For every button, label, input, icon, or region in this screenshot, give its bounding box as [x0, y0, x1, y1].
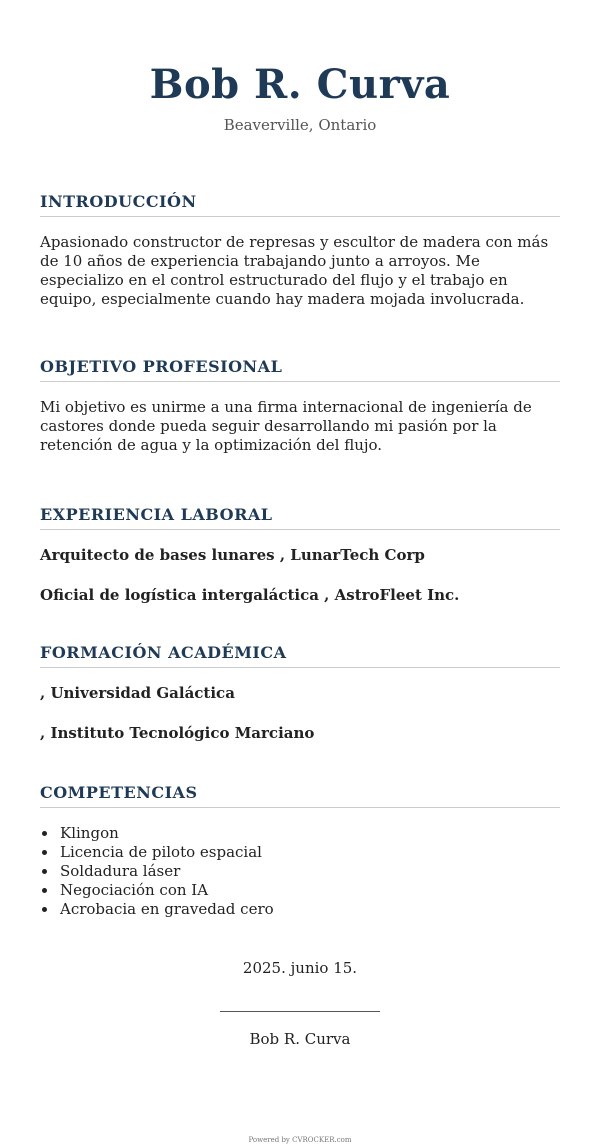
section-education — [40, 643, 560, 743]
section-objective — [40, 357, 560, 455]
section-title-experience: EXPERIENCIA LABORAL — [40, 505, 560, 530]
skill-item: Licencia de piloto espacial — [40, 843, 560, 862]
education-item: , Instituto Tecnológico Marciano — [40, 724, 315, 742]
skill-item: Acrobacia en gravedad cero — [40, 900, 560, 919]
section-title-introduction: INTRODUCCIÓN — [40, 192, 560, 217]
candidate-name: Bob R. Curva — [149, 61, 451, 108]
powered-by-footer: Powered by CVROCKER.com — [248, 1136, 352, 1144]
signature-name: Bob R. Curva — [249, 1030, 351, 1048]
skill-item: Negociación con IA — [40, 881, 560, 900]
section-title-skills: COMPETENCIAS — [40, 783, 560, 808]
experience-item: Oficial de logística intergaláctica , AstroFleet Inc. — [40, 586, 460, 604]
objective-text: Mi objetivo es unirme a una firma internacional de ingeniería de castores donde pueda seguir desarrollando mi pasión por la retención de agua y la optimización del flujo. — [40, 398, 532, 454]
section-skills — [40, 783, 560, 919]
education-item: , Universidad Galáctica — [40, 684, 235, 702]
section-introduction — [40, 192, 560, 309]
signature-date: 2025. junio 15. — [242, 959, 358, 977]
signature-line — [220, 1011, 380, 1012]
experience-item: Arquitecto de bases lunares , LunarTech Corp — [40, 546, 425, 564]
section-experience — [40, 505, 560, 605]
section-title-objective: OBJETIVO PROFESIONAL — [40, 357, 560, 382]
skill-item: Soldadura láser — [40, 862, 560, 881]
introduction-text: Apasionado constructor de represas y escultor de madera con más de 10 años de experiencia trabajando junto a arroyos. Me especializo en el control estructurado del flujo y el trabajo en equipo, especialmente cuando hay madera mojada involucrada. — [40, 233, 549, 308]
candidate-location: Beaverville, Ontario — [223, 116, 377, 134]
section-title-education: FORMACIÓN ACADÉMICA — [40, 643, 560, 668]
skill-item: Klingon — [40, 824, 560, 843]
skills-list — [40, 824, 560, 919]
resume-header — [0, 0, 600, 134]
